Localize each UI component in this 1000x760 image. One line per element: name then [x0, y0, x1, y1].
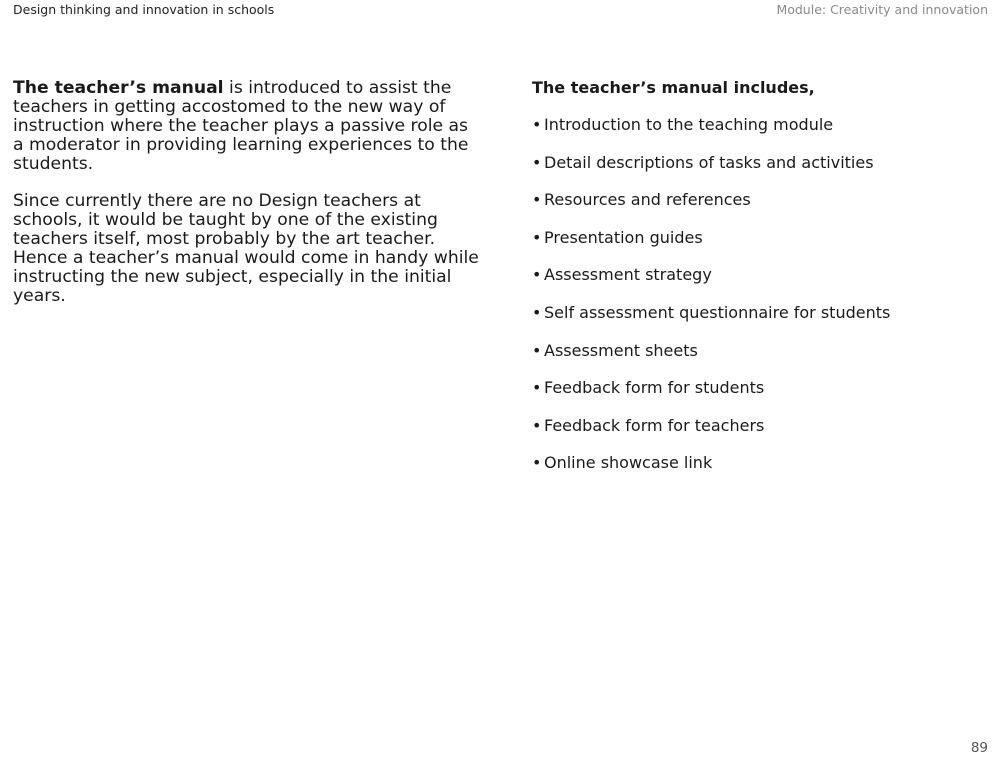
bullet-icon: • — [532, 152, 542, 172]
page-number: 89 — [970, 740, 988, 756]
intro-paragraph-rest: is introduced to assist the teachers in getting accostomed to the new way of instruction where the teacher plays a passive role as a moderator in providing learning experiences to the students. — [13, 78, 469, 174]
bullet-icon: • — [532, 227, 542, 247]
list-item — [532, 115, 972, 153]
second-paragraph: Since currently there are no Design teachers at schools, it would be taught by one of the existing teachers itself, most probably by the art teacher. Hence a teacher’s manual would come in handy while instructing the new subject, especially in the initial years. — [13, 191, 479, 306]
list-item — [532, 228, 972, 266]
intro-text-column — [13, 79, 483, 324]
list-item — [532, 453, 972, 491]
manual-contents-heading: The teacher’s manual includes, — [532, 78, 815, 97]
list-item — [532, 378, 972, 416]
document-title: Design thinking and innovation in schools — [13, 2, 275, 17]
intro-lead-bold: The teacher’s manual — [13, 78, 224, 98]
list-item-label: Assessment sheets — [544, 340, 698, 360]
intro-paragraph — [13, 79, 483, 174]
manual-contents-list — [532, 115, 972, 491]
list-item-label: Introduction to the teaching module — [544, 115, 834, 134]
list-item-label: Feedback form for students — [544, 378, 765, 398]
list-item-label: Presentation guides — [544, 227, 703, 247]
list-item-label: Detail descriptions of tasks and activities — [544, 152, 874, 172]
list-item — [532, 341, 972, 379]
list-item-label: Resources and references — [544, 190, 751, 210]
bullet-icon: • — [532, 415, 542, 435]
bullet-icon: • — [532, 378, 542, 398]
bullet-icon: • — [532, 115, 542, 134]
bullet-icon: • — [532, 302, 542, 322]
list-item — [532, 265, 972, 303]
manual-contents-column — [532, 78, 972, 491]
list-item-label: Online showcase link — [544, 453, 713, 473]
list-item — [532, 190, 972, 228]
list-item-label: Self assessment questionnaire for students — [544, 302, 891, 322]
list-item-label: Feedback form for teachers — [544, 415, 765, 435]
bullet-icon: • — [532, 265, 542, 285]
module-title: Module: Creativity and innovation — [776, 2, 988, 17]
list-item — [532, 153, 972, 191]
bullet-icon: • — [532, 190, 542, 210]
bullet-icon: • — [532, 340, 542, 360]
bullet-icon: • — [532, 453, 542, 473]
list-item — [532, 416, 972, 454]
list-item-label: Assessment strategy — [544, 265, 712, 285]
list-item — [532, 303, 972, 341]
